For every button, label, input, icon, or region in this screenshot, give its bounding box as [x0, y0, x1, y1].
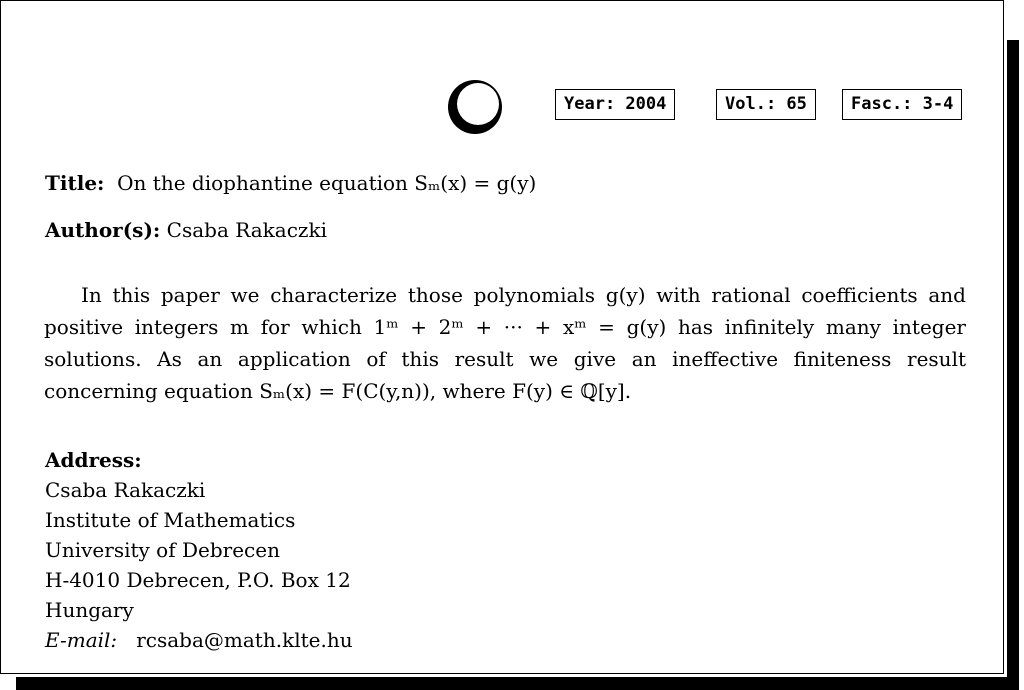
- title-label: Title:: [45, 171, 105, 195]
- fascicle-box: Fasc.: 3-4: [842, 89, 962, 120]
- paper-title: On the diophantine equation Sₘ(x) = g(y): [117, 171, 537, 195]
- abstract: In this paper we characterize those polynomials g(y) with rational coefficients and positive integers m for which 1ᵐ + 2ᵐ + ··· + xᵐ = g(y) has infinitely many integer solutions. As an application of this result we give an ineffective finiteness result concerning equation Sₘ(x) = F(C(y,n)), where F(y) ∈ ℚ[y].: [44, 283, 966, 403]
- journal-logo-icon: [447, 79, 503, 135]
- authors-label: Author(s):: [45, 218, 161, 242]
- volume-box: Vol.: 65: [716, 89, 816, 120]
- email-link[interactable]: rcsaba@math.klte.hu: [136, 628, 353, 652]
- address-line: Institute of Mathematics: [45, 508, 296, 532]
- authors-text: Csaba Rakaczki: [166, 218, 327, 242]
- email-label: E-mail:: [45, 628, 118, 652]
- address-block: [45, 445, 353, 655]
- address-label: Address:: [45, 448, 142, 472]
- email-row: [45, 625, 353, 655]
- card-shadow-right: [1007, 40, 1019, 690]
- card-shadow-bottom: [16, 677, 1019, 690]
- year-box: Year: 2004: [555, 89, 675, 120]
- address-line: H-4010 Debrecen, P.O. Box 12: [45, 568, 351, 592]
- address-line: University of Debrecen: [45, 538, 280, 562]
- title-row: [45, 171, 536, 195]
- authors-row: [45, 218, 327, 242]
- address-line: Csaba Rakaczki: [45, 478, 206, 502]
- address-line: Hungary: [45, 598, 134, 622]
